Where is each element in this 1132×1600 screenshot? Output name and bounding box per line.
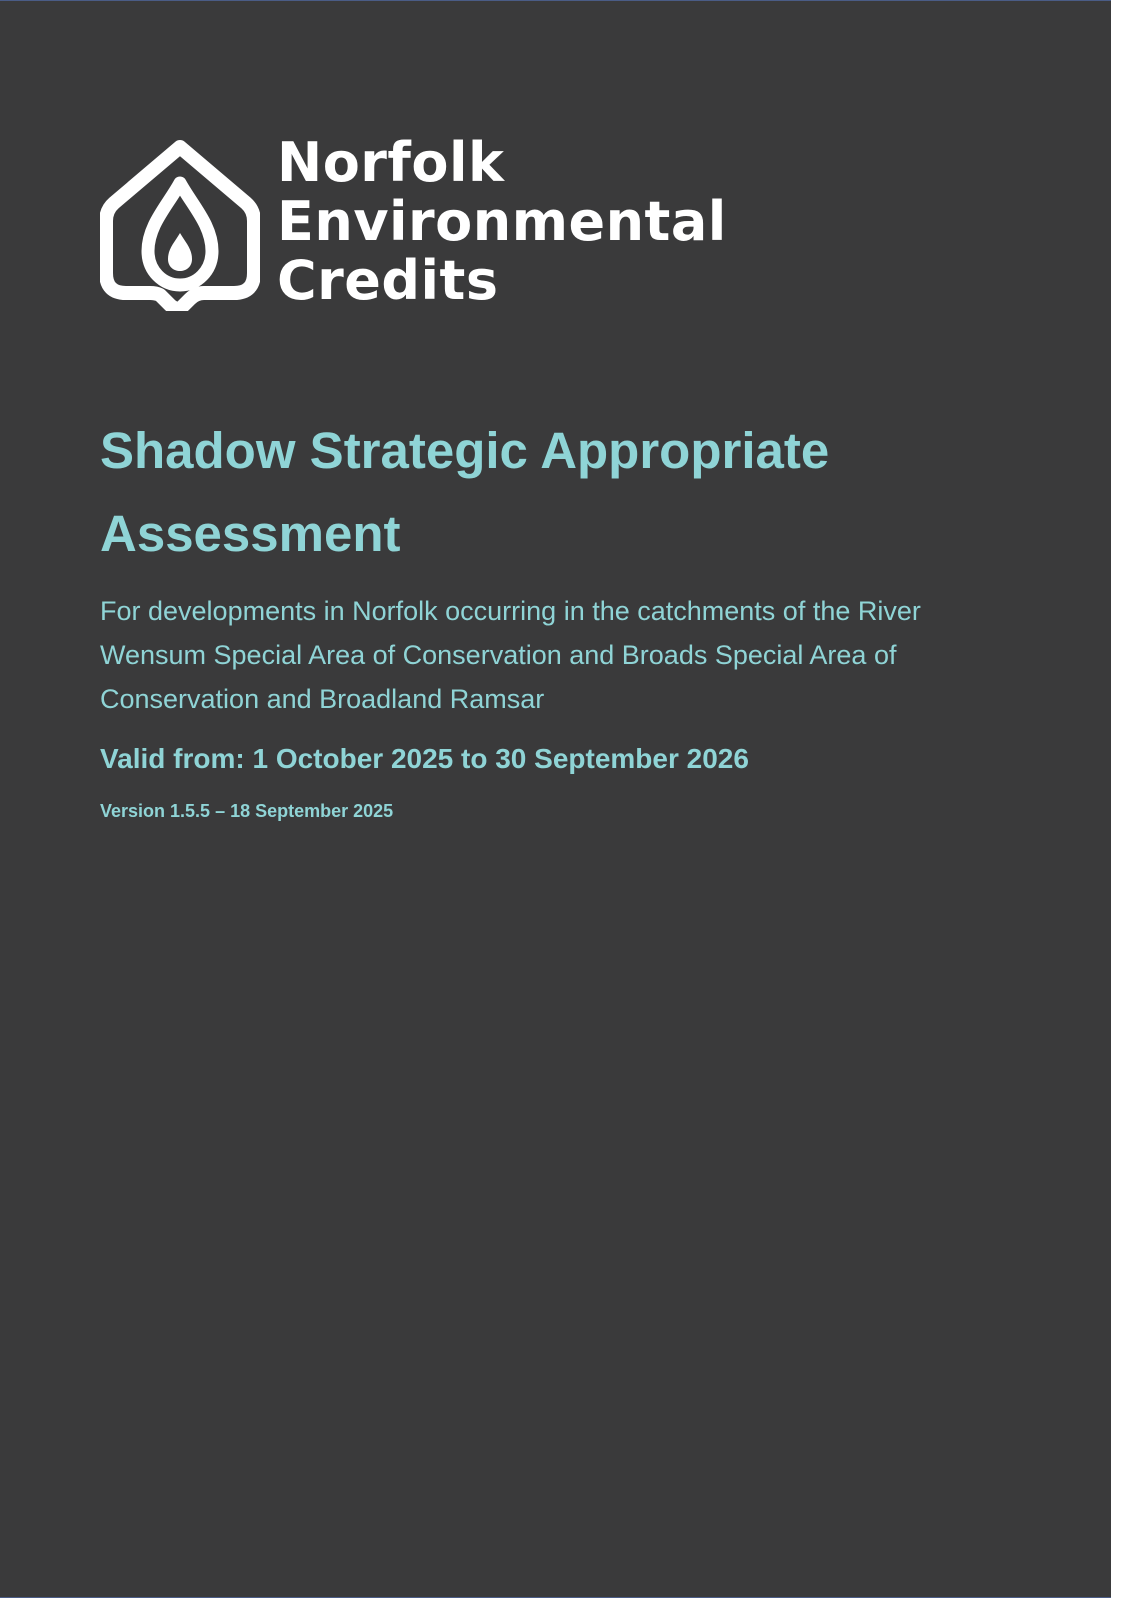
document-title: Shadow Strategic Appropriate Assessment [100,422,830,562]
brand-name [277,133,727,310]
house-water-drop-icon [100,133,260,311]
document-subtitle: For developments in Norfolk occurring in the catchments of the River Wensum Special Area of Conservation and Broads Special Area of Conservation and Broadland Ramsar [100,596,921,714]
brand-line-1: Norfolk [277,131,505,194]
brand-line-2: Environmental [277,190,727,253]
validity-period: Valid from: 1 October 2025 to 30 September 2026 [100,743,749,774]
brand-logo [100,131,727,313]
version-info: Version 1.5.5 – 18 September 2025 [100,801,394,821]
brand-line-3: Credits [277,249,499,312]
